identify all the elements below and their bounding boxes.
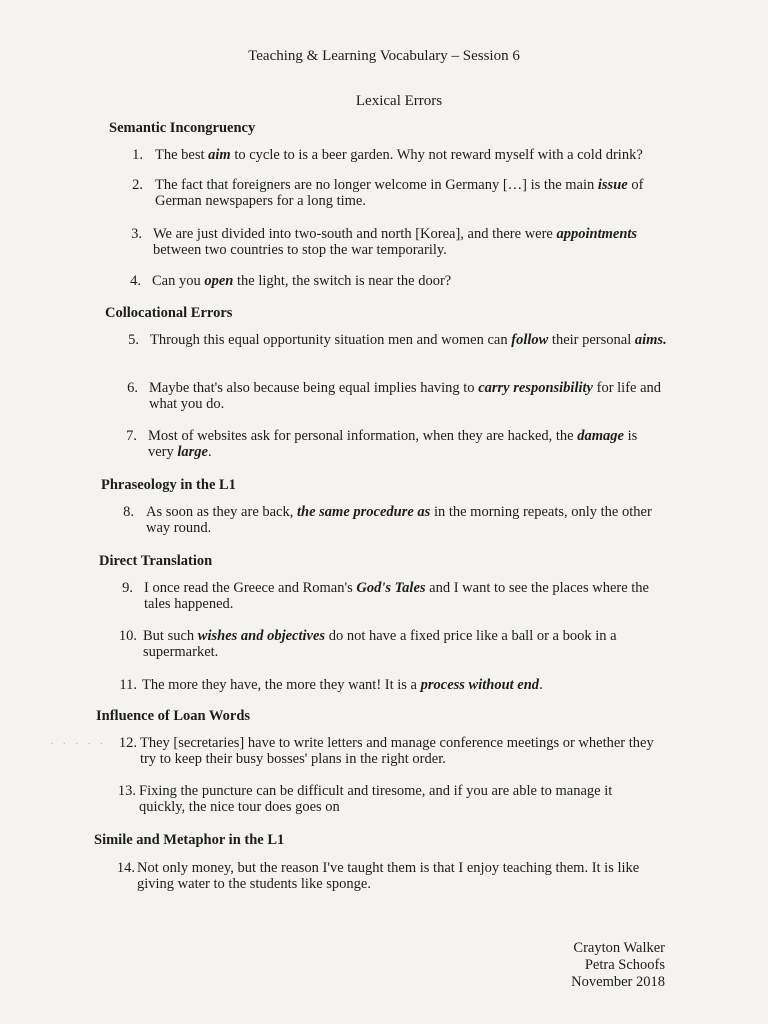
item-number: 4. <box>130 273 141 289</box>
item-text: I once read the Greece and Roman's God's Tales and I want to see the places where the tales happened. <box>144 580 649 612</box>
item-text: The more they have, the more they want! It is a process without end. <box>142 677 543 693</box>
error-term: large <box>177 444 208 460</box>
item-text: The fact that foreigners are no longer welcome in Germany […] is the main issue of German newspapers for a long time. <box>155 177 644 209</box>
item-text: Not only money, but the reason I've taught them is that I enjoy teaching them. It is like giving water to the students like sponge. <box>137 860 640 892</box>
section-heading: Influence of Loan Words <box>96 708 251 724</box>
item-text: Maybe that's also because being equal implies having to carry responsibility for life and what you do. <box>149 380 662 412</box>
error-term: issue <box>597 177 628 193</box>
section-heading: Collocational Errors <box>105 305 233 321</box>
signature-block <box>571 940 665 991</box>
item-number: 2. <box>132 177 143 193</box>
item-text: Through this equal opportunity situation men and women can follow their personal aims. <box>150 332 667 348</box>
error-term: aims. <box>634 332 667 348</box>
item-text: As soon as they are back, the same procedure as in the morning repeats, only the other way round. <box>146 504 652 536</box>
item-number: 10. <box>118 628 137 644</box>
section-heading: Phraseology in the L1 <box>101 477 236 493</box>
error-term: open <box>204 273 234 289</box>
document-date: November 2018 <box>571 974 665 990</box>
section-heading: Semantic Incongruency <box>109 120 256 136</box>
author-name: Crayton Walker <box>573 940 665 956</box>
error-term: God's Tales <box>356 580 426 596</box>
section-heading: Simile and Metaphor in the L1 <box>94 832 285 848</box>
author-name: Petra Schoofs <box>584 957 665 973</box>
item-text: Fixing the puncture can be difficult and tiresome, and if you are able to manage it quickly, the nice tour does goes on <box>139 783 613 815</box>
item-text: Most of websites ask for personal information, when they are hacked, the damage is very large. <box>148 428 638 460</box>
item-number: 8. <box>123 504 134 520</box>
error-term: aim <box>208 147 231 163</box>
error-term: follow <box>511 332 549 348</box>
error-term: the same procedure as <box>297 504 431 520</box>
item-number: 12. <box>118 735 137 751</box>
item-number: 14. <box>116 860 135 876</box>
item-text: But such wishes and objectives do not have a fixed price like a ball or a book in a supermarket. <box>143 628 617 660</box>
section-heading: Direct Translation <box>99 553 213 569</box>
error-term: process without end <box>420 677 540 693</box>
error-term: appointments <box>556 226 638 242</box>
item-text: Can you open the light, the switch is near the door? <box>152 273 452 289</box>
error-term: damage <box>577 428 624 444</box>
item-number: 9. <box>122 580 133 596</box>
item-number: 5. <box>128 332 139 348</box>
document-title: Teaching & Learning Vocabulary – Session 6 <box>248 48 520 64</box>
document-subtitle: Lexical Errors <box>355 93 443 109</box>
scan-artifact-dots: · · · · · <box>50 738 107 750</box>
item-number: 1. <box>132 147 143 163</box>
item-number: 13. <box>117 783 136 799</box>
item-number: 7. <box>126 428 137 444</box>
item-number: 3. <box>131 226 142 242</box>
item-text: They [secretaries] have to write letters and manage conference meetings or whether they try to keep their busy bosses' plans in the right order. <box>140 735 654 767</box>
item-number: 6. <box>127 380 138 396</box>
item-text: The best aim to cycle to is a beer garden. Why not reward myself with a cold drink? <box>155 147 643 163</box>
item-text: We are just divided into two-south and north [Korea], and there were appointments between two countries to stop the war temporarily. <box>153 226 638 258</box>
item-number: 11. <box>119 677 137 693</box>
error-term: wishes and objectives <box>197 628 326 644</box>
error-term: carry responsibility <box>478 380 593 396</box>
